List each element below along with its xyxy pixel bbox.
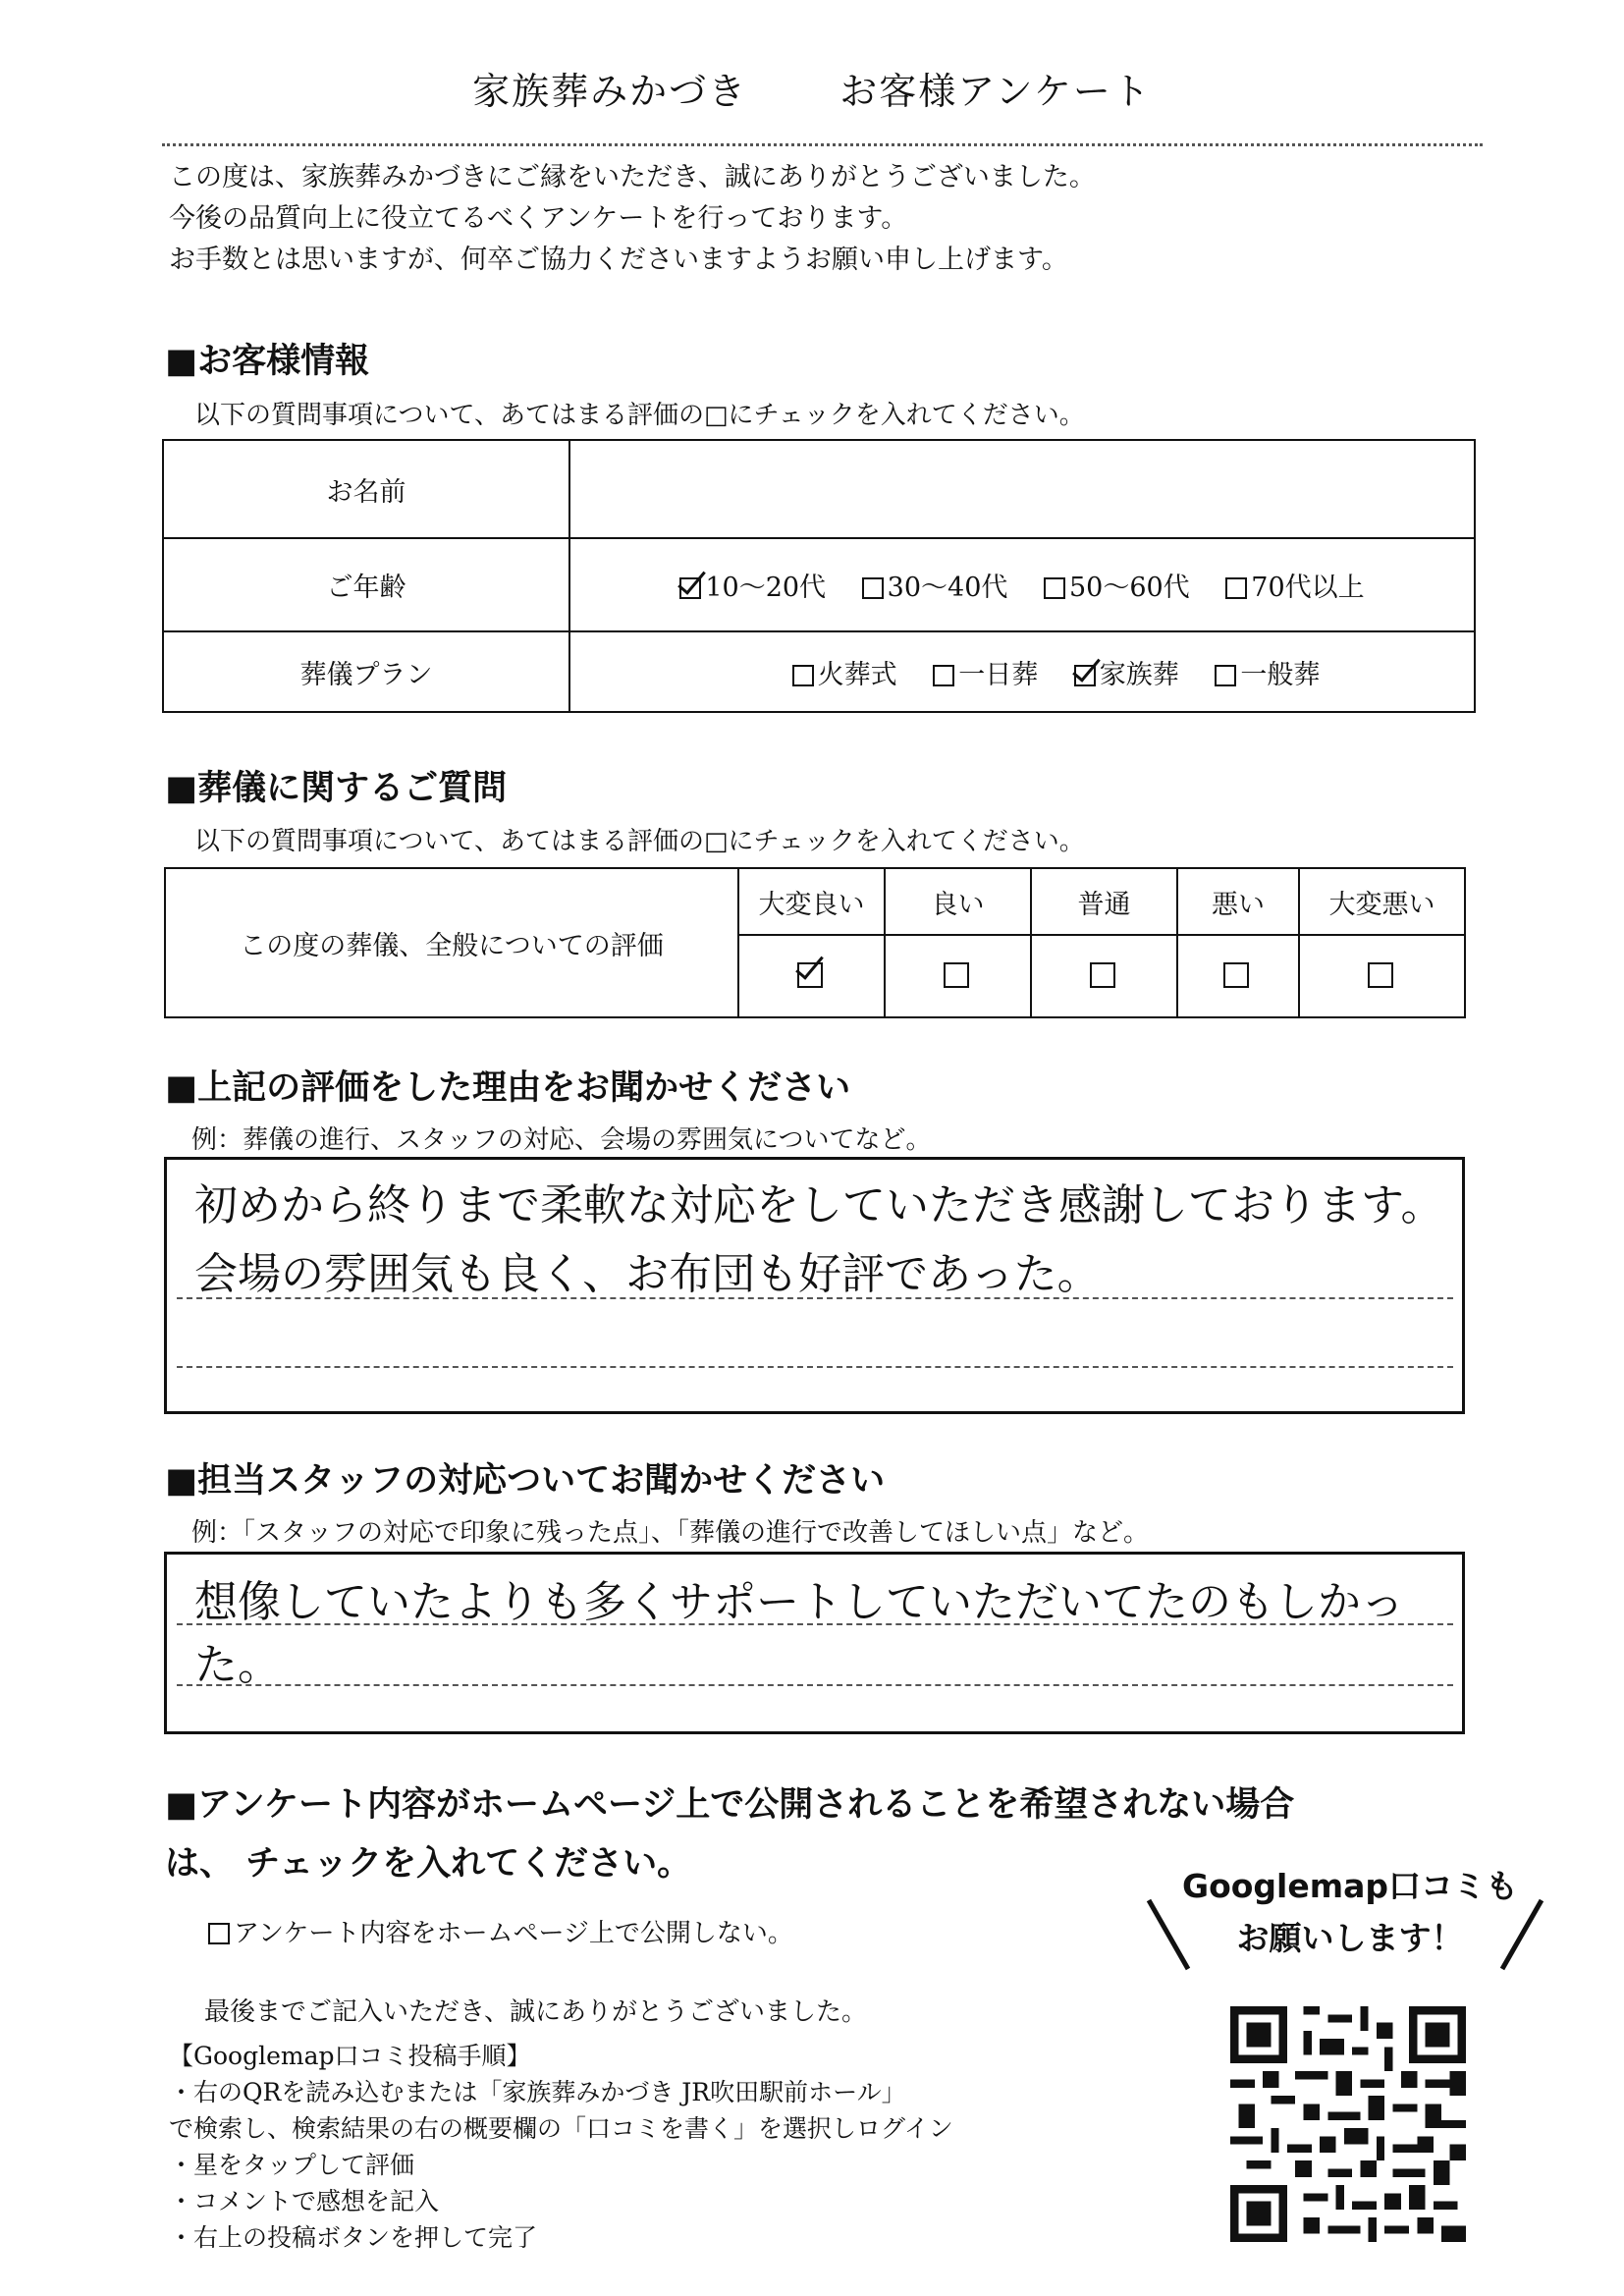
rating-cell — [1177, 935, 1299, 1017]
callout-slashes — [1139, 1895, 1551, 1994]
rating-header: 良い — [885, 868, 1031, 935]
page-title — [0, 61, 1624, 115]
rating-table — [164, 867, 1466, 1018]
customer-info-table — [162, 439, 1476, 713]
rating-cell — [1031, 935, 1177, 1017]
checkbox[interactable] — [1090, 962, 1115, 988]
age-label: ご年齢 — [163, 538, 569, 631]
title-company: 家族葬みかづき — [472, 70, 748, 113]
reason-answer-line-2: 会場の雰囲気も良く、お布団も好評であった。 — [194, 1249, 1101, 1299]
checkbox-checked[interactable] — [1074, 665, 1096, 686]
customer-info-note: 以下の質問事項について、あてはまる評価の□にチェックを入れてください。 — [194, 401, 1085, 430]
checkbox[interactable] — [944, 962, 969, 988]
google-callout-line-1: Googlemap口コミも — [1181, 1867, 1519, 1905]
reason-answer-box[interactable] — [164, 1157, 1465, 1414]
plan-option[interactable]: 火葬式 — [792, 660, 897, 690]
checkbox[interactable] — [862, 577, 884, 599]
google-callout-line-2: お願いします！ — [1236, 1919, 1464, 1957]
rating-question: この度の葬儀、全般についての評価 — [165, 868, 738, 1017]
reason-answer-line-1: 初めから終りまで柔軟な対応をしていただき感謝しております。 — [194, 1180, 1444, 1230]
rating-header: 悪い — [1177, 868, 1299, 935]
staff-heading: ■担当スタッフの対応ついてお聞かせください — [165, 1461, 886, 1501]
rating-cell — [738, 935, 885, 1017]
google-step: ・右上の投稿ボタンを押して完了 — [169, 2223, 538, 2252]
checkbox[interactable] — [1225, 577, 1247, 599]
intro-line-3: お手数とは思いますが、何卒ご協力くださいますようお願い申し上げます。 — [169, 245, 1068, 275]
checkbox[interactable] — [1215, 665, 1236, 686]
checkbox-checked[interactable] — [797, 962, 823, 988]
plan-option[interactable]: 一日葬 — [933, 660, 1038, 690]
qr-code-icon[interactable] — [1230, 2006, 1466, 2242]
staff-answer-box[interactable] — [164, 1552, 1465, 1734]
age-option[interactable]: 30～40代 — [862, 573, 1008, 603]
publish-heading-line-1: ■アンケート内容がホームページ上で公開されることを希望されない場合 — [165, 1785, 1295, 1825]
rating-header: 普通 — [1031, 868, 1177, 935]
age-option[interactable]: 50～60代 — [1044, 573, 1190, 603]
checkbox[interactable] — [933, 665, 954, 686]
age-options — [569, 538, 1475, 631]
ruled-line — [177, 1297, 1453, 1299]
intro-line-2: 今後の品質向上に役立てるべくアンケートを行っております。 — [169, 203, 908, 234]
closing-message: 最後までご記入いただき、誠にありがとうございました。 — [204, 1997, 867, 2027]
checkbox-checked[interactable] — [679, 577, 701, 599]
staff-example: 例：「スタッフの対応で印象に残った点」、「葬儀の進行で改善してほしい点」など。 — [191, 1518, 1150, 1548]
name-field[interactable] — [569, 440, 1475, 538]
reason-heading: ■上記の評価をした理由をお聞かせください — [165, 1068, 851, 1108]
rating-header: 大変良い — [738, 868, 885, 935]
google-steps-title: 【Googlemap口コミ投稿手順】 — [169, 2042, 531, 2070]
ruled-line — [177, 1366, 1453, 1368]
rating-header: 大変悪い — [1299, 868, 1465, 935]
title-divider — [162, 143, 1483, 146]
reason-example: 例：葬儀の進行、スタッフの対応、会場の雰囲気についてなど。 — [191, 1125, 932, 1155]
age-option[interactable]: 10～20代 — [679, 573, 826, 603]
ruled-line — [177, 1684, 1453, 1686]
google-step: ・星をタップして評価 — [169, 2151, 415, 2179]
funeral-questions-note: 以下の質問事項について、あてはまる評価の□にチェックを入れてください。 — [194, 827, 1085, 856]
google-step: で検索し、検索結果の右の概要欄の「口コミを書く」を選択しログイン — [169, 2114, 953, 2143]
checkbox[interactable] — [1368, 962, 1393, 988]
plan-option[interactable]: 一般葬 — [1215, 660, 1320, 690]
customer-info-heading: ■お客様情報 — [165, 342, 370, 381]
rating-cell — [885, 935, 1031, 1017]
checkbox[interactable] — [208, 1923, 230, 1944]
google-step: ・コメントで感想を記入 — [169, 2187, 440, 2215]
funeral-questions-heading: ■葬儀に関するご質問 — [165, 769, 508, 808]
checkbox[interactable] — [1223, 962, 1249, 988]
plan-option[interactable]: 家族葬 — [1074, 660, 1179, 690]
checkbox[interactable] — [792, 665, 814, 686]
plan-options — [569, 631, 1475, 712]
publish-heading-line-2: は、 チェックを入れてください。 — [165, 1844, 692, 1884]
name-label: お名前 — [163, 440, 569, 538]
ruled-line — [177, 1623, 1453, 1625]
staff-answer-line-1: 想像していたよりも多くサポートしていただいてたのもしかった。 — [194, 1577, 1404, 1690]
publish-option[interactable]: アンケート内容をホームページ上で公開しない。 — [208, 1913, 793, 1949]
google-step: ・右のQRを読み込むまたは「家族葬みかづき JR吹田駅前ホール」 — [169, 2078, 906, 2106]
rating-cell — [1299, 935, 1465, 1017]
title-survey: お客様アンケート — [839, 70, 1152, 113]
age-option[interactable]: 70代以上 — [1225, 573, 1364, 603]
intro-line-1: この度は、家族葬みかづきにご縁をいただき、誠にありがとうございました。 — [169, 162, 1096, 192]
checkbox[interactable] — [1044, 577, 1065, 599]
plan-label: 葬儀プラン — [163, 631, 569, 712]
